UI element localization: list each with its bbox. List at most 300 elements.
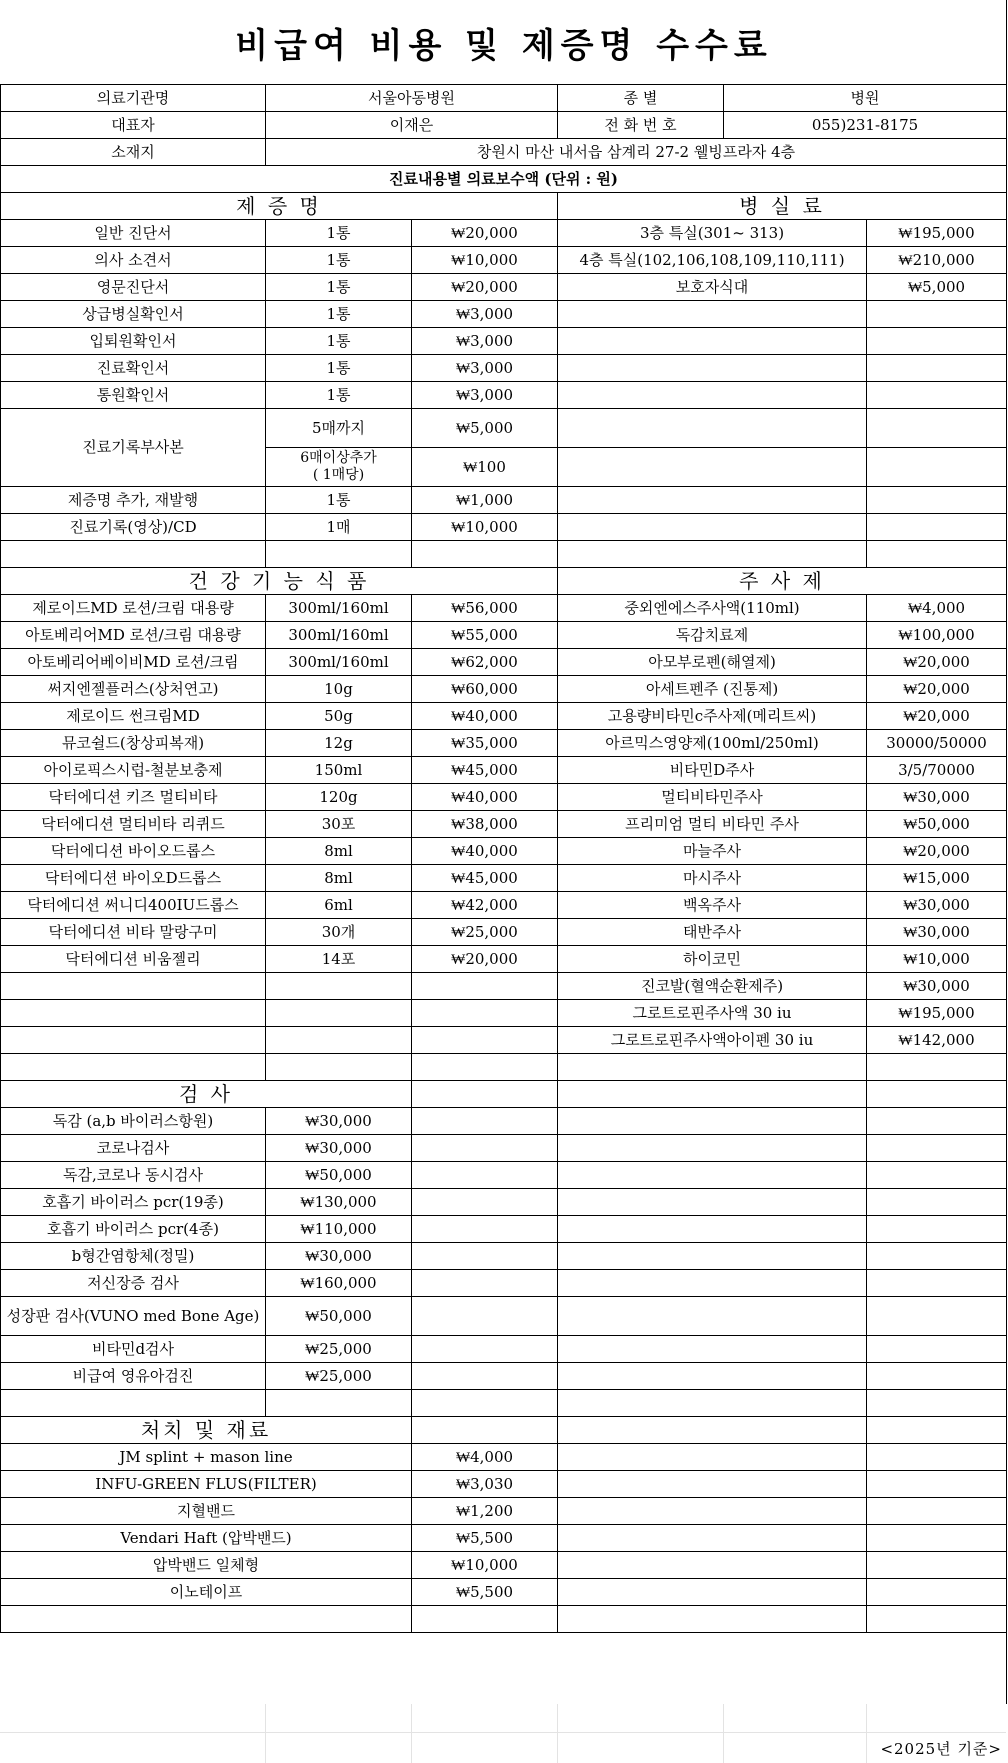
cert-price: ₩10,000 [412,247,558,274]
type-label: 종 별 [558,85,724,112]
empty-cell [412,1189,558,1216]
health-name: 써지엔젤플러스(상처연고) [1,676,266,703]
info-row [1,139,1007,166]
empty-cell [412,1081,558,1108]
cert-name: 진료확인서 [1,355,266,382]
empty-cell [412,973,558,1000]
empty-cell [558,1189,867,1216]
empty-cell [867,301,1007,328]
table-row [1,220,1007,247]
treat-price: ₩5,500 [412,1525,558,1552]
table-row [1,1243,1007,1270]
hospital-label: 의료기관명 [1,85,266,112]
health-name: 닥터에디션 바이오D드롭스 [1,865,266,892]
exam-name: 독감,코로나 동시검사 [1,1162,266,1189]
treat-name: 압박밴드 일체형 [1,1552,412,1579]
cert-price: ₩20,000 [412,220,558,247]
empty-cell [867,382,1007,409]
table-row [1,1525,1007,1552]
rep-value: 이재은 [266,112,558,139]
empty-cell [558,1471,867,1498]
health-name: 제로이드 썬크림MD [1,703,266,730]
health-price: ₩55,000 [412,622,558,649]
health-price: ₩40,000 [412,784,558,811]
empty-cell [558,1498,867,1525]
injection-price: ₩50,000 [867,811,1007,838]
room-price: ₩210,000 [867,247,1007,274]
empty-cell [558,1216,867,1243]
health-unit: 300ml/160ml [266,622,412,649]
empty-cell [867,448,1007,487]
injection-header: 주 사 제 [558,568,1007,595]
empty-cell [558,1081,867,1108]
health-price: ₩35,000 [412,730,558,757]
health-price: ₩45,000 [412,757,558,784]
injection-name: 중외엔에스주사액(110ml) [558,595,867,622]
room-header: 병 실 료 [558,193,1007,220]
injection-name: 아르믹스영양제(100ml/250ml) [558,730,867,757]
empty-cell [867,1525,1007,1552]
cert-unit: 1통 [266,355,412,382]
empty-cell [412,1243,558,1270]
unit-subtitle: 진료내용별 의료보수액 (단위 : 원) [1,166,1007,193]
empty-cell [867,1081,1007,1108]
empty-cell [1,973,266,1000]
copy-price: ₩100 [412,448,558,487]
empty-cell [558,448,867,487]
table-row [1,409,1007,448]
health-price: ₩42,000 [412,892,558,919]
cert-header: 제 증 명 [1,193,558,220]
treat-name: Vendari Haft (압박밴드) [1,1525,412,1552]
health-unit: 6ml [266,892,412,919]
cert-unit: 1통 [266,247,412,274]
exam-name: 저신장증 검사 [1,1270,266,1297]
health-unit: 150ml [266,757,412,784]
table-row [1,703,1007,730]
injection-price: ₩30,000 [867,919,1007,946]
health-unit: 50g [266,703,412,730]
table-row [1,919,1007,946]
empty-cell [558,1552,867,1579]
cert-price: ₩20,000 [412,274,558,301]
health-unit: 30포 [266,811,412,838]
injection-price: ₩195,000 [867,1000,1007,1027]
cert-price: ₩10,000 [412,514,558,541]
cert-unit: 1통 [266,301,412,328]
type-value: 병원 [724,85,1007,112]
empty-cell [558,409,867,448]
empty-cell [558,1417,867,1444]
copy-unit: 6매이상추가 ( 1매당) [266,448,412,487]
cert-price: ₩3,000 [412,328,558,355]
empty-cell [558,301,867,328]
table-row [1,1579,1007,1606]
empty-cell [1,541,266,568]
table-row [1,1270,1007,1297]
table-row [1,973,1007,1000]
page-title: 비급여 비용 및 제증명 수수료 [235,25,773,66]
subtitle-row [1,166,1007,193]
health-unit: 30개 [266,919,412,946]
empty-cell [558,328,867,355]
empty-row [1,1390,1007,1417]
exam-price: ₩160,000 [266,1270,412,1297]
empty-cell [412,1108,558,1135]
room-price: ₩195,000 [867,220,1007,247]
health-header: 건 강 기 능 식 품 [1,568,558,595]
injection-name: 고용량비타민c주사제(메리트씨) [558,703,867,730]
empty-cell [412,1606,558,1633]
exam-name: 성장판 검사(VUNO med Bone Age) [1,1297,266,1336]
section-header-row [1,193,1007,220]
health-name: 닥터에디션 비타 말랑구미 [1,919,266,946]
empty-cell [1,1390,266,1417]
injection-price: ₩30,000 [867,973,1007,1000]
injection-price: ₩100,000 [867,622,1007,649]
empty-cell [867,541,1007,568]
health-name: 닥터에디션 키즈 멀티비타 [1,784,266,811]
empty-cell [412,1027,558,1054]
health-unit: 120g [266,784,412,811]
cert-price: ₩3,000 [412,301,558,328]
injection-price: ₩20,000 [867,838,1007,865]
table-row [1,514,1007,541]
empty-cell [1,1054,266,1081]
treat-price: ₩3,030 [412,1471,558,1498]
table-row [1,1363,1007,1390]
exam-price: ₩130,000 [266,1189,412,1216]
empty-cell [558,1336,867,1363]
empty-row [1,1606,1007,1633]
empty-cell [412,1135,558,1162]
room-price: ₩5,000 [867,274,1007,301]
table-row [1,757,1007,784]
cert-name: 진료기록(영상)/CD [1,514,266,541]
footer-grid [0,1704,1006,1763]
injection-name: 프리미엄 멀티 비타민 주사 [558,811,867,838]
empty-cell [558,1444,867,1471]
table-row [1,811,1007,838]
exam-price: ₩30,000 [266,1135,412,1162]
treat-price: ₩5,500 [412,1579,558,1606]
info-row [1,112,1007,139]
health-unit: 12g [266,730,412,757]
empty-cell [558,1363,867,1390]
empty-cell [266,541,412,568]
health-name: 아토베리어MD 로션/크림 대용량 [1,622,266,649]
health-unit: 10g [266,676,412,703]
health-name: 닥터에디션 멀티비타 리퀴드 [1,811,266,838]
injection-price: ₩30,000 [867,784,1007,811]
table-row [1,1444,1007,1471]
empty-cell [558,1390,867,1417]
empty-cell [558,1579,867,1606]
table-row [1,1135,1007,1162]
empty-cell [867,514,1007,541]
exam-name: 호흡기 바이러스 pcr(4종) [1,1216,266,1243]
cert-name: 상급병실확인서 [1,301,266,328]
table-row [1,1189,1007,1216]
exam-price: ₩50,000 [266,1162,412,1189]
exam-price: ₩25,000 [266,1336,412,1363]
table-row [1,487,1007,514]
empty-cell [558,487,867,514]
empty-cell [867,1363,1007,1390]
injection-name: 진코발(혈액순환제주) [558,973,867,1000]
empty-cell [412,1390,558,1417]
empty-cell [266,1054,412,1081]
empty-cell [867,1270,1007,1297]
table-row [1,1162,1007,1189]
table-row [1,274,1007,301]
cert-name: 일반 진단서 [1,220,266,247]
empty-cell [412,1417,558,1444]
empty-cell [558,1108,867,1135]
empty-cell [558,541,867,568]
table-row [1,622,1007,649]
hospital-value: 서울아동병원 [266,85,558,112]
treat-price: ₩1,200 [412,1498,558,1525]
health-price: ₩25,000 [412,919,558,946]
right-edge [1006,0,1007,1704]
injection-price: ₩20,000 [867,703,1007,730]
table-row [1,595,1007,622]
injection-price: ₩4,000 [867,595,1007,622]
health-unit: 300ml/160ml [266,595,412,622]
exam-name: 독감 (a,b 바이러스항원) [1,1108,266,1135]
exam-name: 코로나검사 [1,1135,266,1162]
empty-cell [867,1417,1007,1444]
table-row [1,1000,1007,1027]
empty-cell [867,1189,1007,1216]
empty-cell [412,1216,558,1243]
empty-cell [1,1000,266,1027]
injection-name: 마늘주사 [558,838,867,865]
empty-cell [867,1444,1007,1471]
copy-unit: 5매까지 [266,409,412,448]
health-price: ₩45,000 [412,865,558,892]
table-row [1,649,1007,676]
table-row [1,730,1007,757]
treat-name: 이노테이프 [1,1579,412,1606]
empty-cell [412,1336,558,1363]
table-row [1,355,1007,382]
empty-cell [867,1243,1007,1270]
empty-cell [867,1216,1007,1243]
empty-cell [558,382,867,409]
table-row [1,328,1007,355]
table-row [1,892,1007,919]
table-row [1,247,1007,274]
cert-unit: 1통 [266,274,412,301]
cert-price: ₩3,000 [412,355,558,382]
health-price: ₩38,000 [412,811,558,838]
table-row [1,1108,1007,1135]
room-name: 4층 특실(102,106,108,109,110,111) [558,247,867,274]
injection-name: 아모부로펜(해열제) [558,649,867,676]
health-price: ₩56,000 [412,595,558,622]
injection-price: ₩20,000 [867,676,1007,703]
injection-name: 비타민D주사 [558,757,867,784]
section-header-row [1,1081,1007,1108]
treat-name: INFU-GREEN FLUS(FILTER) [1,1471,412,1498]
empty-cell [867,1336,1007,1363]
empty-cell [558,355,867,382]
health-name: 닥터에디션 바이오드롭스 [1,838,266,865]
injection-name: 그로트로핀주사액 30 iu [558,1000,867,1027]
injection-name: 그로트로핀주사액아이펜 30 iu [558,1027,867,1054]
cert-unit: 1통 [266,382,412,409]
empty-cell [867,1135,1007,1162]
empty-cell [867,1297,1007,1336]
injection-name: 아세트펜주 (진통제) [558,676,867,703]
exam-price: ₩110,000 [266,1216,412,1243]
footer-note: <2025년 기준> [880,1740,1002,1758]
injection-name: 마시주사 [558,865,867,892]
table-row [1,1297,1007,1336]
empty-row [1,1054,1007,1081]
empty-cell [558,1135,867,1162]
empty-cell [558,1270,867,1297]
health-name: 뮤코쉴드(창상피복재) [1,730,266,757]
injection-price: 3/5/70000 [867,757,1007,784]
empty-cell [867,355,1007,382]
fee-table [0,84,1007,1633]
empty-cell [558,1162,867,1189]
injection-name: 독감치료제 [558,622,867,649]
treat-name: 지혈밴드 [1,1498,412,1525]
empty-cell [867,1498,1007,1525]
injection-price: ₩10,000 [867,946,1007,973]
empty-cell [412,1297,558,1336]
empty-cell [867,1552,1007,1579]
injection-name: 멀티비타민주사 [558,784,867,811]
section-header-row [1,1417,1007,1444]
health-price: ₩40,000 [412,703,558,730]
treat-price: ₩4,000 [412,1444,558,1471]
treat-price: ₩10,000 [412,1552,558,1579]
empty-cell [1,1027,266,1054]
health-price: ₩60,000 [412,676,558,703]
cert-unit: 1매 [266,514,412,541]
empty-cell [266,1027,412,1054]
injection-price: ₩142,000 [867,1027,1007,1054]
cert-unit: 1통 [266,328,412,355]
addr-value: 창원시 마산 내서읍 삼계리 27-2 웰빙프라자 4층 [266,139,1007,166]
copy-name: 진료기록부사본 [1,409,266,487]
empty-cell [558,1243,867,1270]
table-row [1,301,1007,328]
injection-price: ₩15,000 [867,865,1007,892]
copy-price: ₩5,000 [412,409,558,448]
table-row [1,1552,1007,1579]
health-name: 제로이드MD 로션/크림 대용량 [1,595,266,622]
injection-name: 하이코민 [558,946,867,973]
empty-cell [867,1579,1007,1606]
health-unit: 8ml [266,865,412,892]
health-name: 아토베리어베이비MD 로션/크림 [1,649,266,676]
treat-name: JM splint + mason line [1,1444,412,1471]
empty-cell [867,1162,1007,1189]
health-unit: 14포 [266,946,412,973]
empty-cell [266,1390,412,1417]
empty-cell [412,1270,558,1297]
injection-price: ₩20,000 [867,649,1007,676]
empty-cell [412,1162,558,1189]
empty-cell [412,541,558,568]
table-row [1,865,1007,892]
cert-name: 통원확인서 [1,382,266,409]
empty-cell [1,1606,412,1633]
health-name: 닥터에디션 써니디400IU드롭스 [1,892,266,919]
table-row [1,1498,1007,1525]
exam-price: ₩30,000 [266,1243,412,1270]
table-row [1,676,1007,703]
empty-row [1,541,1007,568]
exam-name: 비타민d검사 [1,1336,266,1363]
section-header-row [1,568,1007,595]
empty-cell [867,487,1007,514]
empty-cell [412,1054,558,1081]
empty-cell [867,1606,1007,1633]
info-row [1,85,1007,112]
exam-price: ₩50,000 [266,1297,412,1336]
empty-cell [558,1297,867,1336]
cert-name: 의사 소견서 [1,247,266,274]
table-row [1,1471,1007,1498]
empty-cell [867,1471,1007,1498]
room-name: 3층 특실(301~ 313) [558,220,867,247]
exam-name: 비급여 영유아검진 [1,1363,266,1390]
injection-name: 백옥주사 [558,892,867,919]
empty-cell [867,1390,1007,1417]
cert-price: ₩3,000 [412,382,558,409]
table-row [1,382,1007,409]
phone-label: 전 화 번 호 [558,112,724,139]
empty-cell [867,1054,1007,1081]
health-price: ₩62,000 [412,649,558,676]
cert-unit: 1통 [266,487,412,514]
empty-cell [412,1000,558,1027]
empty-cell [412,1363,558,1390]
empty-cell [558,514,867,541]
addr-label: 소재지 [1,139,266,166]
exam-header: 검 사 [1,1081,412,1108]
empty-cell [558,1606,867,1633]
treat-header: 처치 및 재료 [1,1417,412,1444]
injection-price: 30000/50000 [867,730,1007,757]
injection-name: 태반주사 [558,919,867,946]
table-row [1,1336,1007,1363]
empty-cell [266,973,412,1000]
empty-cell [867,328,1007,355]
rep-label: 대표자 [1,112,266,139]
exam-name: b형간염항체(정밀) [1,1243,266,1270]
cert-name: 영문진단서 [1,274,266,301]
table-row [1,838,1007,865]
injection-price: ₩30,000 [867,892,1007,919]
cert-name: 제증명 추가, 재발행 [1,487,266,514]
phone-value: 055)231-8175 [724,112,1007,139]
empty-cell [266,1000,412,1027]
empty-cell [558,1525,867,1552]
exam-name: 호흡기 바이러스 pcr(19종) [1,1189,266,1216]
health-unit: 8ml [266,838,412,865]
cert-unit: 1통 [266,220,412,247]
empty-cell [558,1054,867,1081]
health-price: ₩40,000 [412,838,558,865]
